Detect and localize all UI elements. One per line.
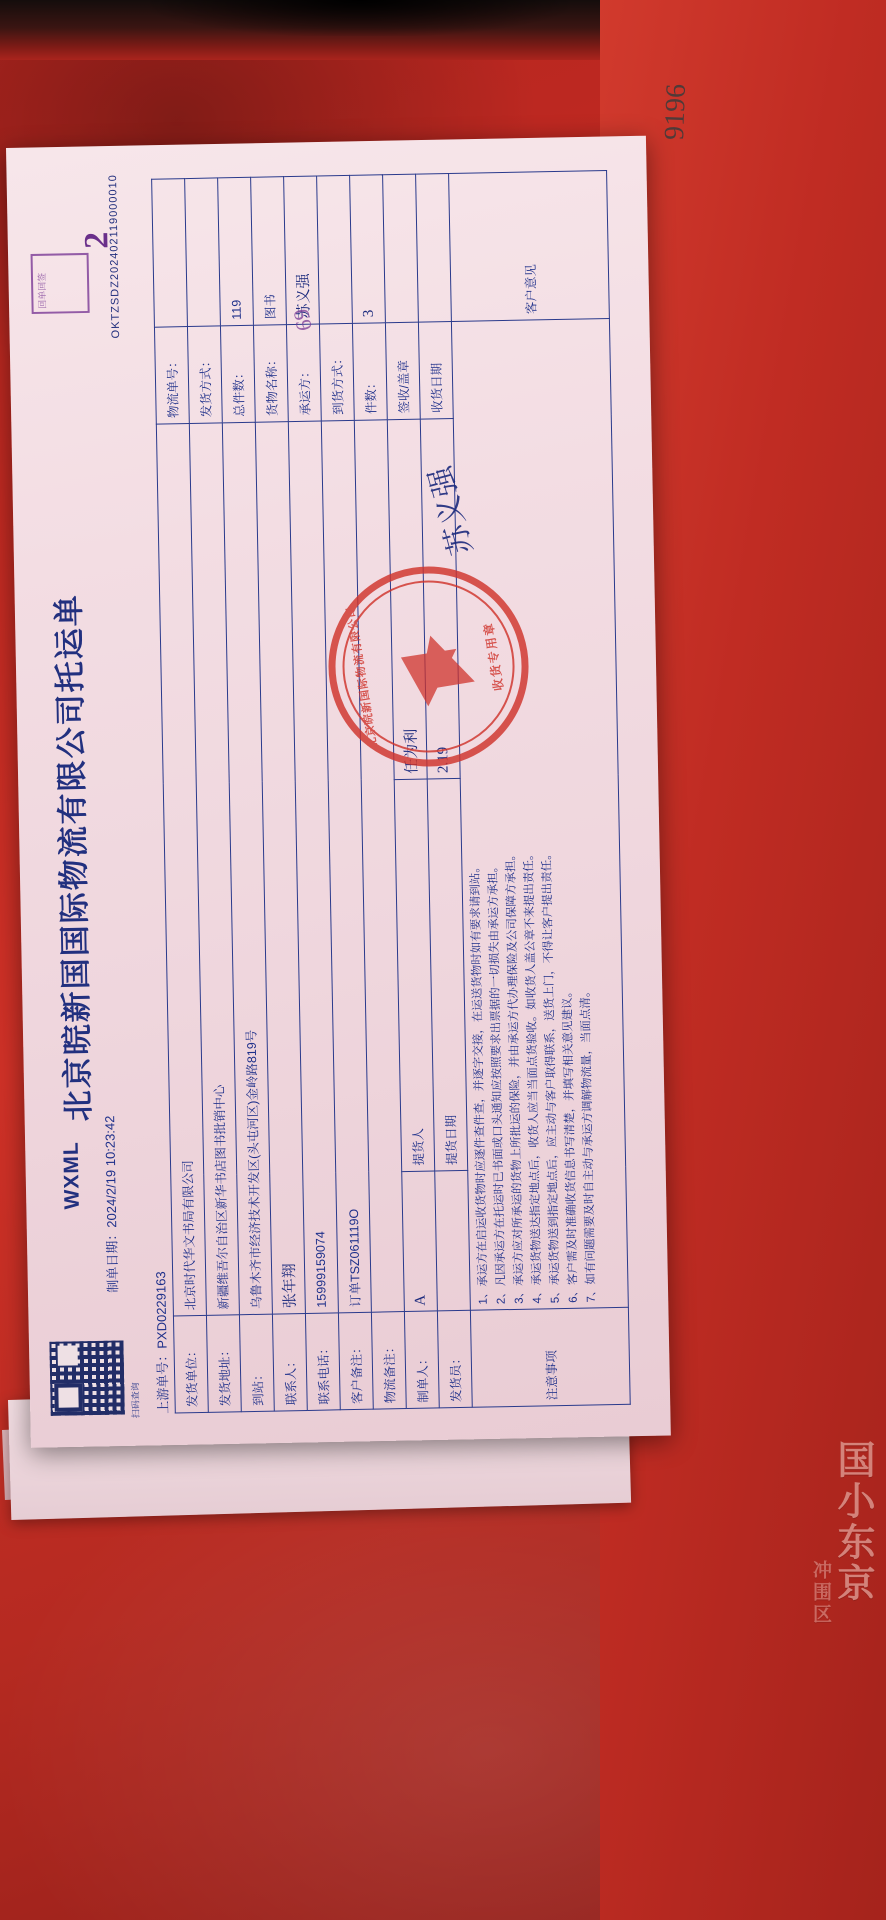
row-label: 发货员：	[437, 1310, 472, 1408]
row-value: 北京时代华文书局有限公司	[156, 423, 206, 1316]
deliverer-signature: 任为利	[387, 419, 427, 780]
row-value: 乌鲁木齐市经济技术开发区(头屯河区)金岭路819号	[222, 422, 272, 1315]
row-value-2: 图书	[251, 177, 287, 325]
row-value-2	[185, 178, 221, 326]
print-datetime-value: 2024/2/19 10:23:42	[102, 1115, 120, 1228]
note-item: 2、凡因承运方在托运时已书面或口头通知应按照要求出票据的一切损失由承运方承担。	[487, 860, 508, 1305]
qr-label: 扫码查询	[130, 1382, 141, 1419]
row-label: 客户备注：	[338, 1312, 373, 1410]
row-label: 发货地址：	[206, 1315, 241, 1413]
row-label-2: 件数：	[352, 322, 387, 420]
table-row-notes	[449, 170, 631, 1407]
row-value: 新疆维吾尔自治区新华书店图书批销中心	[189, 423, 239, 1316]
company-round-stamp	[314, 552, 543, 781]
photo-shadow-corner	[150, 0, 570, 36]
sub-header-deliver-date: 提货日期	[427, 778, 468, 1170]
row-value: A	[402, 1171, 438, 1312]
row-value-2: 3	[350, 175, 386, 323]
waybill-table	[151, 170, 631, 1414]
row-value-2	[317, 175, 353, 323]
waybill-sheet	[19, 160, 658, 1422]
row-label: 制单人：	[404, 1311, 439, 1409]
sub-header-deliverer: 提货人	[394, 779, 435, 1171]
sign-stamp-area	[383, 174, 419, 322]
document-rotation-wrapper	[6, 136, 671, 1448]
row-label: 物流备注：	[371, 1312, 406, 1410]
upstream-order-label: 上游单号：	[154, 1348, 171, 1414]
qr-code-icon[interactable]	[49, 1340, 124, 1415]
upstream-order	[150, 1271, 172, 1414]
row-label-2: 物流单号：	[154, 326, 189, 424]
print-datetime-label: 制单日期：	[104, 1227, 121, 1293]
note-item: 6、客户需及时准确收货信息书写清楚，并填写相关意见建议。	[561, 985, 580, 1303]
row-value: 15999159074	[288, 421, 338, 1314]
purple-seal-stamp: 回单回签	[31, 253, 90, 314]
copy-number: 2	[78, 231, 116, 250]
receive-date-value	[416, 174, 452, 322]
document-title: 北京晥新国国际物流有限公司托运单	[51, 593, 97, 1122]
print-datetime	[99, 1115, 121, 1292]
upstream-order-value: PXD0229163	[153, 1271, 170, 1349]
row-label: 到站：	[239, 1314, 274, 1412]
barcode-text: OKTZSDZ202402119000010	[107, 174, 123, 339]
tape-text-main: 国小东京	[831, 1440, 873, 1604]
photo-page-number: 9196	[659, 83, 692, 141]
row-value-2: 苏义强	[284, 176, 320, 324]
note-item: 4、承运货物送达指定地点后，收货人应当当面点货验收。如收货人盖公章不来提出责任。	[523, 848, 544, 1304]
row-label: 联系电话：	[305, 1313, 340, 1411]
tape-text-small: 冲围区	[810, 1560, 831, 1626]
note-item: 1、承运方在启运收货物时应逐件查件查，并逐字交接，在运送货物时如有要求请到站。	[469, 861, 490, 1305]
waybill-paper	[6, 136, 671, 1448]
row-label-2: 发货方式：	[187, 326, 222, 424]
sub-header-receive-date: 收货日期	[418, 321, 453, 419]
row-label-2: 货物名称：	[253, 324, 288, 422]
stamp-top-text: 北京晥新国际物流有限公司	[345, 605, 380, 750]
deliver-date-value: 2.19	[420, 418, 460, 779]
row-label-2: 到货方式：	[319, 323, 354, 421]
row-label: 联系人：	[272, 1313, 307, 1411]
note-item: 7、如有问题需要及时自主动与承运方调解物流量，当面点清。	[579, 985, 598, 1303]
notes-title: 注意事项	[470, 1307, 630, 1407]
note-item: 3、承运方应对所承运的货物上所批运的保险，并由承运方代办理保险及公司保障方承担。	[505, 848, 526, 1304]
note-item: 5、承运货物送到指定地点后，应主动与客户取得联系，送货上门，不得让客户提出责任。	[541, 848, 562, 1304]
handwritten-signature: 苏义强	[423, 462, 479, 559]
brand-code: WXML	[59, 1141, 84, 1210]
row-label-2: 总件数：	[220, 325, 255, 423]
sub-header-sign-stamp: 签收/盖章	[385, 322, 420, 420]
customer-opinion-cell: 客户意见	[449, 170, 610, 321]
row-value: 张年翔	[255, 421, 305, 1314]
row-value: 订单TSZ061119O	[321, 420, 371, 1313]
row-value-2: 119	[218, 177, 254, 325]
row-value	[435, 1170, 471, 1311]
row-label-2: 承运方：	[286, 324, 321, 422]
row-label: 发货单位：	[173, 1315, 208, 1413]
purple-handwriting-mark: 69	[287, 306, 317, 334]
row-value-2	[152, 179, 188, 327]
stamp-bottom-text: 收货专用章	[481, 620, 507, 692]
